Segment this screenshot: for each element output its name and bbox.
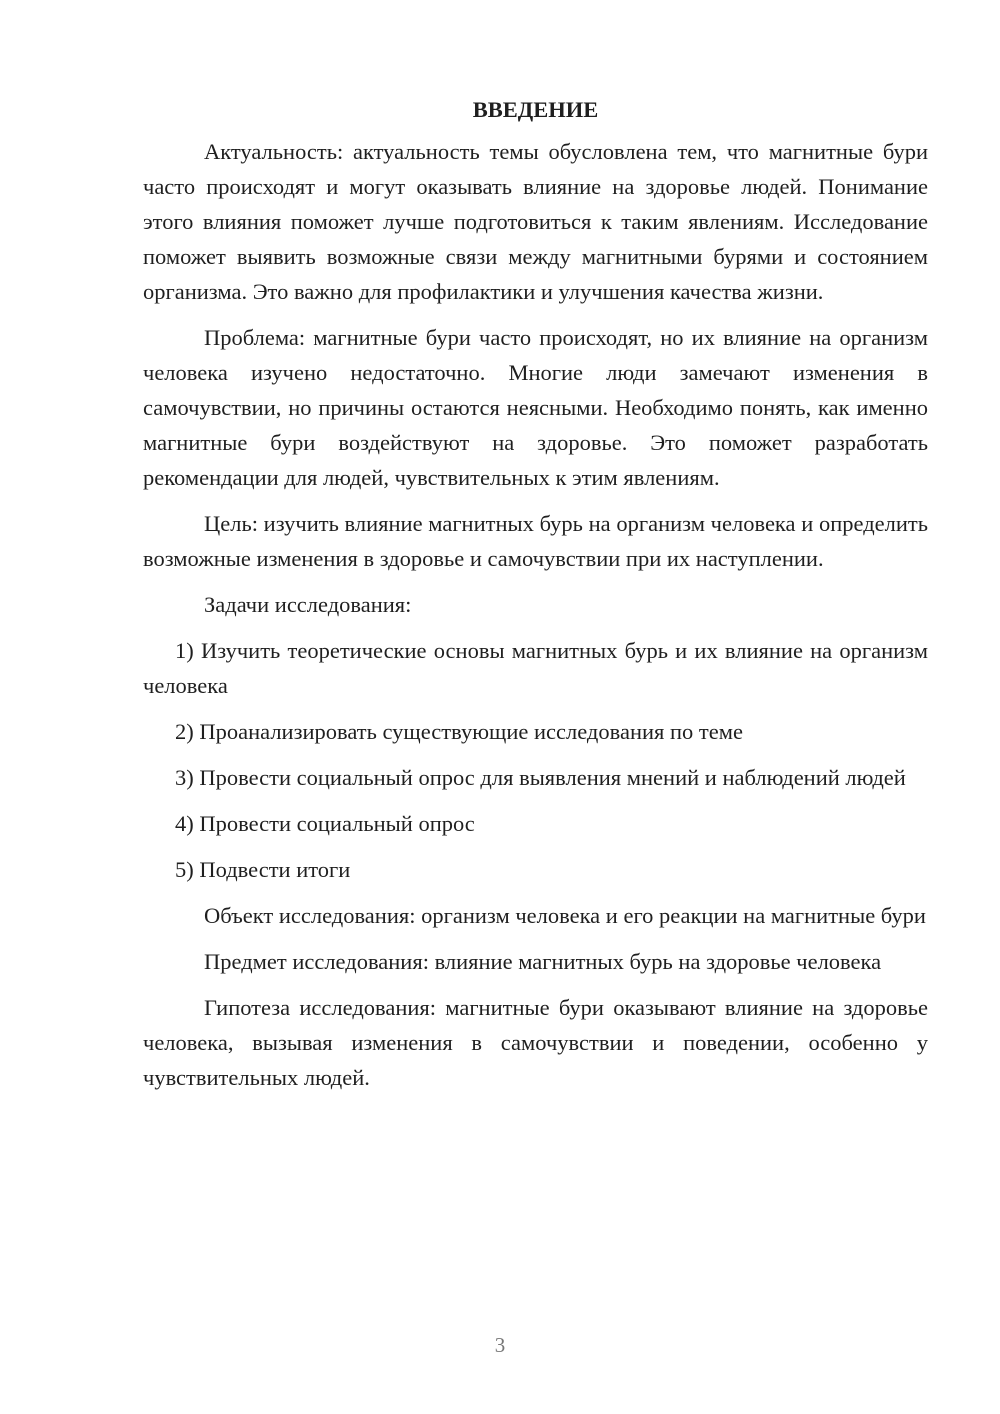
goal-paragraph: Цель: изучить влияние магнитных бурь на организм человека и определить возможные изменения в здоровье и самочувствии при их наступлении. (143, 511, 928, 571)
page-number: 3 (494, 1333, 506, 1357)
subject-paragraph: Предмет исследования: влияние магнитных бурь на здоровье человека (204, 949, 882, 974)
relevance-paragraph: Актуальность: актуальность темы обусловлена тем, что магнитные бури часто происходят и могут оказывать влияние на здоровье людей. Понимание этого влияния поможет лучше подготовиться к таким явлениям. Исследование поможет выявить возможные связи между магнитными бурями и состоянием организма. Это важно для профилактики и улучшения качества жизни. (143, 139, 928, 304)
object-paragraph: Объект исследования: организм человека и его реакции на магнитные бури (204, 903, 926, 928)
task-item-5: 5) Подвести итоги (175, 857, 351, 882)
hypothesis-paragraph: Гипотеза исследования: магнитные бури оказывают влияние на здоровье человека, вызывая изменения в самочувствии и поведении, особенно у чувствительных людей. (143, 995, 928, 1090)
document-page (143, 92, 928, 1106)
section-title: ВВЕДЕНИЕ (472, 97, 599, 122)
task-item-1: 1) Изучить теоретические основы магнитных бурь и их влияние на организм человека (143, 638, 928, 698)
task-item-2: 2) Проанализировать существующие исследования по теме (175, 719, 743, 744)
task-item-4: 4) Провести социальный опрос (175, 811, 475, 836)
problem-paragraph: Проблема: магнитные бури часто происходят, но их влияние на организм человека изучено недостаточно. Многие люди замечают изменения в самочувствии, но причины остаются неясными. Необходимо понять, как именно магнитные бури воздействуют на здоровье. Это поможет разработать рекомендации для людей, чувствительных к этим явлениям. (143, 325, 928, 490)
task-item-3: 3) Провести социальный опрос для выявления мнений и наблюдений людей (175, 765, 906, 790)
tasks-heading: Задачи исследования: (204, 592, 412, 617)
